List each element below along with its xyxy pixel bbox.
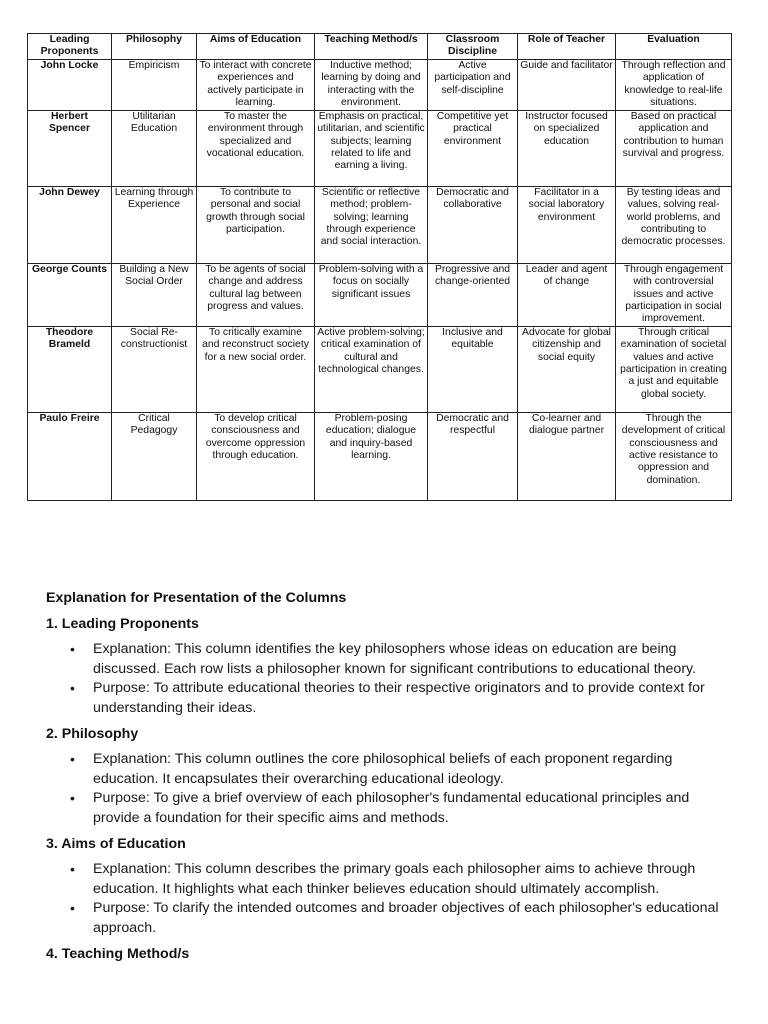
- cell-method: Problem-solving with a focus on socially significant issues: [315, 263, 428, 326]
- table-row: [28, 326, 732, 412]
- cell-discipline: Progressive and change-oriented: [428, 263, 518, 326]
- list-item: • Explanation: This column describes the primary goals each philosopher aims to achieve through education. It highlights what each thinker believes education should ultimately accomplish.: [93, 860, 736, 899]
- cell-role: Co-learner and dialogue partner: [518, 412, 616, 500]
- cell-aims: To master the environment through specialized and vocational education.: [197, 110, 315, 186]
- col-header-aims: Aims of Education: [197, 34, 315, 60]
- cell-aims: To interact with concrete experiences and actively participate in learning.: [197, 59, 315, 110]
- cell-discipline: Competitive yet practical environment: [428, 110, 518, 186]
- cell-philosophy: Building a New Social Order: [112, 263, 197, 326]
- cell-method: Active problem-solving; critical examination of cultural and technological changes.: [315, 326, 428, 412]
- explanation-section: [46, 588, 736, 970]
- col-header-evaluation: Evaluation: [616, 34, 732, 60]
- cell-philosophy: Learning through Experience: [112, 186, 197, 263]
- cell-role: Advocate for global citizenship and social equity: [518, 326, 616, 412]
- cell-role: Facilitator in a social laboratory environment: [518, 186, 616, 263]
- list-item: • Purpose: To clarify the intended outcomes and broader objectives of each philosopher's educational approach.: [93, 899, 736, 938]
- section-heading-leading-proponents: 1. Leading Proponents: [46, 616, 199, 632]
- cell-discipline: Democratic and respectful: [428, 412, 518, 500]
- cell-method: Scientific or reflective method; problem-solving; learning through experience and social interaction.: [315, 186, 428, 263]
- list-item: • Purpose: To give a brief overview of each philosopher's fundamental educational principles and provide a foundation for their specific aims and methods.: [93, 789, 736, 828]
- list-item: • Purpose: To attribute educational theories to their respective originators and to provide context for understanding their ideas.: [93, 679, 736, 718]
- cell-proponent: Theodore Brameld: [28, 326, 112, 412]
- table-row: [28, 110, 732, 186]
- table-row: [28, 59, 732, 110]
- cell-discipline: Active participation and self-discipline: [428, 59, 518, 110]
- cell-discipline: Democratic and collaborative: [428, 186, 518, 263]
- col-header-classroom-discipline: Classroom Discipline: [428, 34, 518, 60]
- cell-method: Problem-posing education; dialogue and inquiry-based learning.: [315, 412, 428, 500]
- cell-philosophy: Critical Pedagogy: [112, 412, 197, 500]
- cell-philosophy: Empiricism: [112, 59, 197, 110]
- cell-evaluation: Through the development of critical consciousness and active resistance to oppression and domination.: [616, 412, 732, 500]
- col-header-philosophy: Philosophy: [112, 34, 197, 60]
- list-item: • Explanation: This column outlines the core philosophical beliefs of each proponent regarding education. It encapsulates their overarching educational ideology.: [93, 750, 736, 789]
- section-heading-philosophy: 2. Philosophy: [46, 726, 139, 742]
- table-row: [28, 186, 732, 263]
- bullet-list: [46, 640, 736, 718]
- cell-evaluation: Through reflection and application of knowledge to real-life situations.: [616, 59, 732, 110]
- cell-proponent: John Dewey: [28, 186, 112, 263]
- table-row: [28, 263, 732, 326]
- cell-role: Leader and agent of change: [518, 263, 616, 326]
- bullet-list: [46, 860, 736, 938]
- cell-method: Inductive method; learning by doing and interacting with the environment.: [315, 59, 428, 110]
- col-header-leading-proponents: Leading Proponents: [28, 34, 112, 60]
- table-row: [28, 412, 732, 500]
- cell-evaluation: By testing ideas and values, solving real-world problems, and contributing to democratic processes.: [616, 186, 732, 263]
- cell-role: Instructor focused on specialized education: [518, 110, 616, 186]
- cell-proponent: John Locke: [28, 59, 112, 110]
- cell-aims: To critically examine and reconstruct society for a new social order.: [197, 326, 315, 412]
- cell-proponent: Paulo Freire: [28, 412, 112, 500]
- bullet-list: [46, 750, 736, 828]
- cell-evaluation: Through engagement with controversial issues and active participation in social improvement.: [616, 263, 732, 326]
- col-header-teaching-methods: Teaching Method/s: [315, 34, 428, 60]
- col-header-role-of-teacher: Role of Teacher: [518, 34, 616, 60]
- section-heading-teaching-methods: 4. Teaching Method/s: [46, 946, 190, 962]
- cell-aims: To develop critical consciousness and overcome oppression through education.: [197, 412, 315, 500]
- table-header-row: [28, 34, 732, 60]
- cell-method: Emphasis on practical, utilitarian, and scientific subjects; learning related to life and earning a living.: [315, 110, 428, 186]
- explanation-title: Explanation for Presentation of the Columns: [46, 590, 347, 606]
- cell-evaluation: Through critical examination of societal values and active participation in creating a just and equitable global society.: [616, 326, 732, 412]
- cell-philosophy: Social Re-constructionist: [112, 326, 197, 412]
- section-heading-aims: 3. Aims of Education: [46, 836, 186, 852]
- cell-discipline: Inclusive and equitable: [428, 326, 518, 412]
- cell-proponent: George Counts: [28, 263, 112, 326]
- cell-evaluation: Based on practical application and contribution to human survival and progress.: [616, 110, 732, 186]
- philosophy-table: [27, 33, 732, 501]
- cell-philosophy: Utilitarian Education: [112, 110, 197, 186]
- cell-aims: To contribute to personal and social growth through social participation.: [197, 186, 315, 263]
- cell-role: Guide and facilitator: [518, 59, 616, 110]
- list-item: • Explanation: This column identifies the key philosophers whose ideas on education are being discussed. Each row lists a philosopher known for significant contributions to educational theory.: [93, 640, 736, 679]
- cell-proponent: Herbert Spencer: [28, 110, 112, 186]
- cell-aims: To be agents of social change and address cultural lag between progress and values.: [197, 263, 315, 326]
